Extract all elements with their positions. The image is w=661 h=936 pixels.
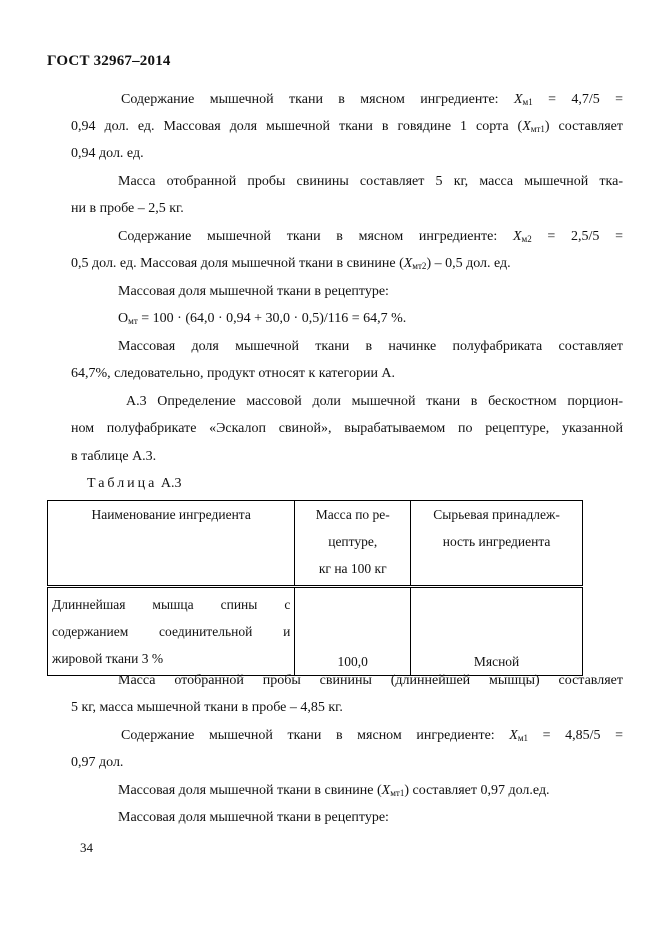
- paragraph-3-line-2: 0,5 дол. ед. Массовая доля мышечной ткани в свинине $(X_{мт2}) - 0,5$ дол. ед.: [71, 256, 511, 271]
- paragraph-2-line-2: ни в пробе – 2,5 кг.: [71, 201, 184, 216]
- paragraph-3-line-1: Содержание мышечной ткани в мясном ингредиенте: $X_{м2} = 2,5/5$ =: [118, 229, 623, 244]
- section-a3-line-3: в таблице А.3.: [71, 449, 157, 464]
- paragraph-9-line-1: Содержание мышечной ткани в мясном ингредиенте: $X_{м1} = 4,85/5$ =: [121, 728, 623, 743]
- header-mass: Масса по ре- цептуре, кг на 100 кг: [295, 501, 411, 587]
- cell-mass: 100,0: [295, 587, 411, 676]
- paragraph-11: Массовая доля мышечной ткани в рецептуре:: [118, 810, 389, 825]
- header-ingredient-name: Наименование ингредиента: [48, 501, 295, 587]
- paragraph-10: Массовая доля мышечной ткани в свинине $(X_{мт1})$ составляет 0,97 дол.ед.: [118, 783, 550, 798]
- formula: $О_{мт} = 100 \cdot (64,0 \cdot 0,94 + 30,0 \cdot 0,5)/116 = 64,7$ %.: [118, 311, 407, 326]
- table-row: [48, 587, 583, 676]
- ingredients-table: [47, 500, 583, 676]
- paragraph-8-line-1: Масса отобранной пробы свинины (длиннейшей мышцы) составляет: [118, 673, 623, 688]
- table-caption: Таблица А.3: [87, 476, 182, 491]
- paragraph-4: Массовая доля мышечной ткани в рецептуре:: [118, 284, 389, 299]
- table-header-row: [48, 501, 583, 587]
- paragraph-9-line-2: 0,97 дол.: [71, 755, 124, 770]
- cell-origin: Мясной: [411, 587, 583, 676]
- paragraph-1-line-3: 0,94 дол. ед.: [71, 146, 144, 161]
- cell-ingredient-name: Длиннейшая мышца спины с содержанием соединительной и жировой ткани 3 %: [48, 587, 295, 676]
- paragraph-2-line-1: Масса отобранной пробы свинины составляет 5 кг, масса мышечной тка-: [118, 174, 623, 189]
- paragraph-1-line-1: Содержание мышечной ткани в мясном ингредиенте: $X_{м1} = 4,7/5$ =: [121, 92, 623, 107]
- paragraph-6-line-1: Массовая доля мышечной ткани в начинке полуфабриката составляет: [118, 339, 623, 354]
- section-a3-line-1: А.3 Определение массовой доли мышечной ткани в бескостном порцион-: [126, 394, 623, 409]
- document-header: ГОСТ 32967–2014: [47, 53, 171, 69]
- paragraph-1-line-2: 0,94 дол. ед. Массовая доля мышечной ткани в говядине 1 сорта $(X_{мт1})$ составляет: [71, 119, 624, 134]
- section-a3-line-2: ном полуфабрикате «Эскалоп свиной», вырабатываемом по рецептуре, указанной: [71, 421, 623, 436]
- header-raw-origin: Сырьевая принадлеж- ность ингредиента: [411, 501, 583, 587]
- paragraph-8-line-2: 5 кг, масса мышечной ткани в пробе – 4,85 кг.: [71, 700, 343, 715]
- paragraph-6-line-2: 64,7%, следовательно, продукт относят к категории А.: [71, 366, 396, 381]
- page-number: 34: [80, 840, 93, 855]
